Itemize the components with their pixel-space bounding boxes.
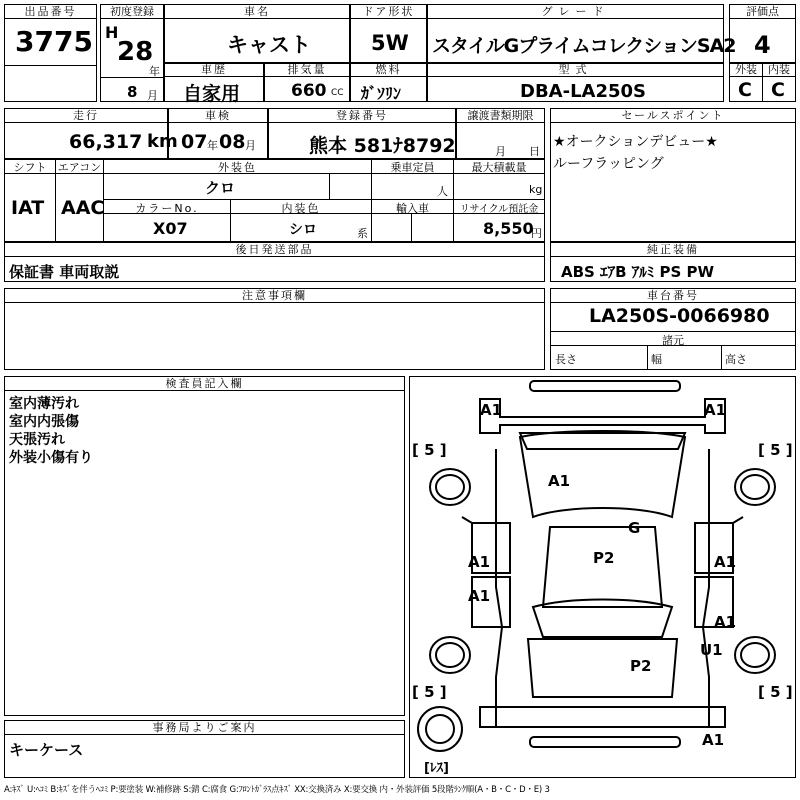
mark-glass: G: [628, 519, 641, 537]
spec-label: 諸元: [662, 334, 684, 347]
displacement-label: 排気量: [265, 63, 349, 77]
score-label: 評価点: [730, 5, 795, 19]
interior-grade: C: [771, 79, 785, 101]
int-color-label: 内装色: [281, 202, 321, 215]
mark-roof: P2: [593, 549, 615, 567]
recycle-unit: 円: [531, 227, 542, 240]
history: 自家用: [183, 83, 241, 105]
mark-rear-bumper: A1: [702, 731, 725, 749]
chassis-label: 車台番号: [551, 289, 795, 303]
max-load-unit: kg: [529, 183, 543, 196]
inspector-line-4: 外装小傷有り: [9, 450, 93, 466]
ac-label: エアコン: [57, 161, 102, 174]
equipment-label: 純正装備: [551, 243, 795, 257]
mileage-box: [4, 108, 178, 160]
reg-year: 28: [117, 37, 154, 67]
tire-spare: [ﾚｽ]: [424, 761, 449, 776]
interior-label: 内装: [763, 63, 795, 77]
mark-front-door-left: A1: [468, 553, 491, 571]
later-parts: 保証書 車両取説: [9, 263, 120, 281]
sales-point-label: セールスポイント: [551, 109, 795, 123]
era: H: [105, 23, 119, 42]
mark-rear-door-right: A1: [714, 613, 737, 631]
insp-month: 08: [219, 131, 246, 153]
door-box: [350, 4, 427, 64]
mark-rear-fender-right: U1: [700, 641, 723, 659]
grade-box: [427, 4, 736, 64]
office-label: 事務局よりご案内: [5, 721, 404, 735]
insp-year-unit: 年: [207, 139, 218, 152]
transfer-day-unit: 日: [529, 145, 540, 158]
capacity-unit: 人: [437, 185, 448, 198]
tire-rear-right: [ 5 ]: [758, 683, 793, 701]
spec-grid: [4, 158, 545, 242]
inspector-label: 検査員記入欄: [5, 377, 404, 391]
recycle-label: リサイクル預託金: [459, 204, 539, 215]
mark-front-left: A1: [480, 401, 503, 419]
inspector-line-3: 天張汚れ: [9, 432, 65, 448]
displacement: 660: [291, 81, 327, 101]
height-label: 高さ: [725, 353, 747, 366]
exterior-grade-box: [729, 62, 763, 102]
mileage-unit: km: [147, 131, 178, 152]
displacement-unit: CC: [331, 88, 344, 98]
sales-point-box: [550, 108, 796, 242]
score: 4: [754, 31, 771, 59]
inspection-label: 車検: [169, 109, 267, 123]
grade-label: グレード: [428, 5, 723, 19]
fuel: ｶﾞｿﾘﾝ: [361, 84, 402, 103]
grade: スタイルGプライムコレクションSA2: [432, 35, 736, 57]
year-unit: 年: [149, 65, 160, 78]
history-box: [164, 62, 264, 105]
int-color-unit: 系: [357, 227, 368, 240]
sales-point-2: ルーフラッピング: [553, 156, 664, 172]
inspection-box: [168, 108, 268, 160]
legend: A:ｷｽﾞ U:ﾍｺﾐ B:ｷｽﾞを伴うﾍｺﾐ P:要塗装 W:補修跡 S:錆 C:腐食 G:ﾌﾛﾝﾄｶﾞﾗｽ点ｷｽﾞ XX:交換済み X:要交換 内・外装評価 5段階ﾗﾝｸ順(A・B・C・D・E) 3: [4, 785, 550, 795]
ac: AAC: [61, 197, 105, 219]
inspector-line-2: 室内内張傷: [9, 414, 79, 430]
score-box: [729, 4, 796, 64]
mark-front-right: A1: [704, 401, 727, 419]
color-no-label: カラーNo.: [135, 202, 199, 215]
ext-color: クロ: [205, 179, 236, 197]
fuel-label: 燃料: [351, 63, 426, 77]
plate: 熊本 581ﾅ8792: [309, 135, 456, 157]
lot-box: [4, 4, 97, 102]
lot-label: 出品番号: [5, 5, 96, 19]
shift: IAT: [11, 197, 45, 219]
ext-color-label: 外装色: [218, 161, 257, 174]
later-parts-box: [4, 242, 545, 282]
history-label: 車歴: [165, 63, 263, 77]
tire-front-right: [ 5 ]: [758, 441, 793, 459]
plate-box: [268, 108, 456, 160]
office-text: キーケース: [9, 741, 84, 759]
insp-year: 07: [181, 131, 208, 153]
plate-label: 登録番号: [269, 109, 455, 123]
mileage-label: 走行: [5, 109, 167, 123]
equipment: ABS ｴｱB ｱﾙﾐ PS PW: [561, 263, 715, 281]
sales-point-1: ★オークションデビュー★: [553, 134, 718, 150]
capacity-label: 乗車定員: [390, 161, 435, 174]
car-name-label: 車名: [165, 5, 349, 19]
fuel-box: [350, 62, 427, 102]
month-unit: 月: [147, 89, 158, 102]
model-box: [427, 62, 724, 102]
door-label: ドア形状: [351, 5, 426, 19]
chassis-box: [550, 288, 796, 370]
recycle-fee: 8,550: [483, 219, 534, 238]
door-type: 5W: [371, 31, 409, 55]
car-outline: [410, 377, 795, 777]
chassis-number: LA250S-0066980: [589, 305, 770, 327]
exterior-label: 外装: [730, 63, 762, 77]
later-parts-label: 後日発送部品: [5, 243, 544, 257]
interior-grade-box: [762, 62, 796, 102]
color-no: X07: [153, 219, 188, 238]
notes-label: 注意事項欄: [5, 289, 544, 303]
first-registration-box: [100, 4, 164, 102]
equipment-box: [550, 242, 796, 282]
insp-month-unit: 月: [245, 139, 256, 152]
office-box: [4, 720, 405, 778]
car-name: キャスト: [227, 33, 311, 57]
mileage: 66,317: [69, 131, 143, 153]
first-reg-label: 初度登録: [101, 5, 163, 19]
transfer-box: [456, 108, 545, 160]
mark-hood: A1: [548, 472, 571, 490]
mark-front-door-right: A1: [714, 553, 737, 571]
inspector-box: [4, 376, 405, 716]
reg-month: 8: [127, 83, 138, 101]
notes-box: [4, 288, 545, 370]
tire-rear-left: [ 5 ]: [412, 683, 447, 701]
transfer-label: 譲渡書類期限: [457, 109, 544, 123]
exterior-grade: C: [738, 79, 752, 101]
displacement-box: [264, 62, 350, 102]
width-label: 幅: [651, 353, 662, 366]
model: DBA-LA250S: [520, 81, 646, 102]
mark-trunk: P2: [630, 657, 652, 675]
mark-rear-door-left: A1: [468, 587, 491, 605]
max-load-label: 最大積載量: [471, 161, 527, 174]
shift-label: シフト: [13, 161, 47, 174]
inspector-line-1: 室内薄汚れ: [9, 396, 79, 412]
transfer-month-unit: 月: [495, 145, 506, 158]
car-diagram: [409, 376, 796, 778]
import-label: 輸入車: [396, 202, 429, 215]
model-label: 型式: [428, 63, 723, 77]
lot-number: 3775: [15, 25, 93, 58]
tire-front-left: [ 5 ]: [412, 441, 447, 459]
length-label: 長さ: [555, 353, 577, 366]
car-name-box: [164, 4, 350, 64]
int-color: シロ: [289, 222, 317, 238]
